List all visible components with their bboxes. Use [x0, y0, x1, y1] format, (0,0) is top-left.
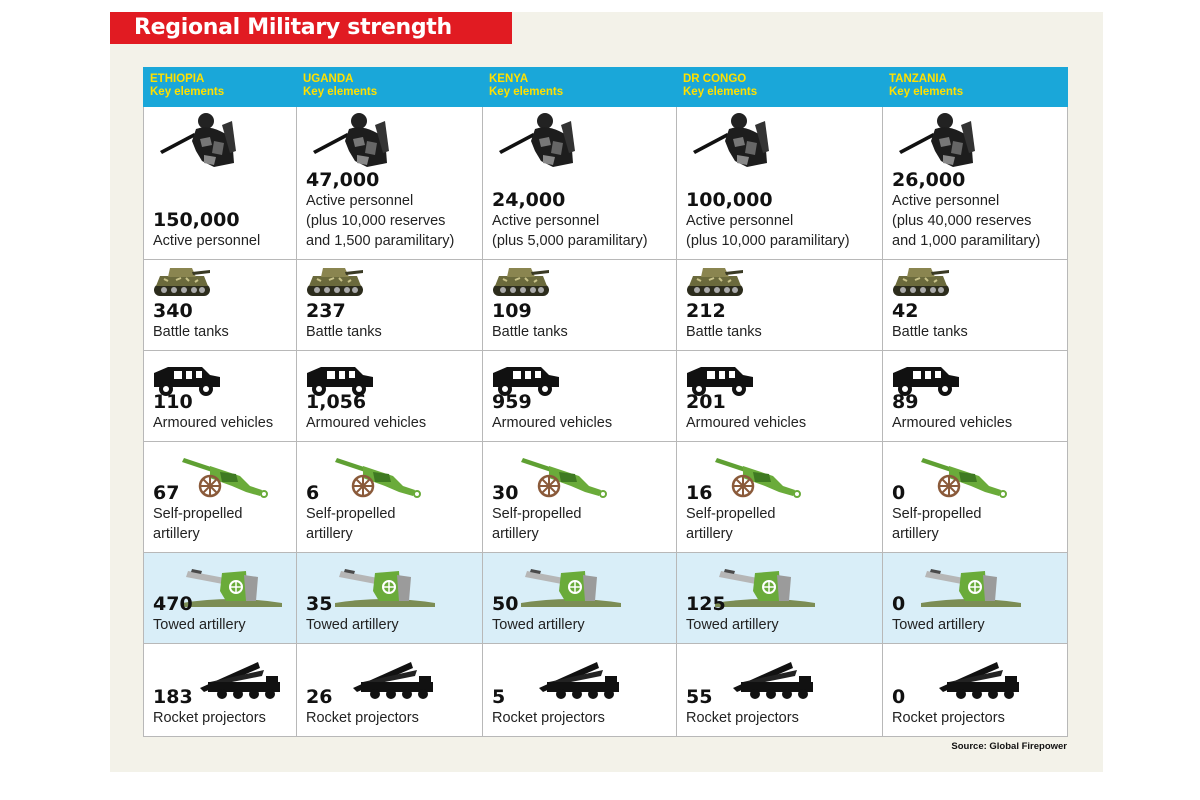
armoured-label: Armoured vehicles [892, 415, 1013, 431]
row-personnel [144, 107, 1068, 260]
sp_artillery-value: 30 [492, 482, 519, 504]
towed-label: Towed artillery [892, 617, 985, 633]
personnel-label: Active personnel (plus 40,000 reserves and 1,000 paramilitary) [892, 193, 1041, 249]
sp_artillery-value: 0 [892, 482, 906, 504]
tanks-label: Battle tanks [892, 324, 968, 340]
cell-tanks [483, 260, 677, 351]
tanks-label: Battle tanks [306, 324, 382, 340]
cell-towed [883, 553, 1068, 644]
tanks-value: 340 [153, 300, 193, 322]
row-towed [144, 553, 1068, 644]
cell-tanks [883, 260, 1068, 351]
armoured-value: 110 [153, 391, 193, 413]
towed-value: 470 [153, 593, 193, 615]
cell-personnel [677, 107, 883, 260]
cell-rocket [677, 644, 883, 737]
tank-icon [152, 264, 212, 298]
towed-label: Towed artillery [686, 617, 779, 633]
key-elements-label: Key elements [683, 86, 758, 98]
tanks-label: Battle tanks [686, 324, 762, 340]
soldier-icon [305, 111, 395, 171]
armoured-value: 201 [686, 391, 726, 413]
armoured-label: Armoured vehicles [306, 415, 427, 431]
sp_artillery-value: 6 [306, 482, 320, 504]
personnel-label: Active personnel (plus 10,000 paramilitary) [686, 213, 850, 249]
key-elements-label: Key elements [889, 86, 964, 98]
country-header [297, 68, 483, 107]
towed-value: 35 [306, 593, 333, 615]
sp_artillery-label: Self-propelled artillery [153, 506, 243, 542]
rocket-value: 26 [306, 686, 333, 708]
tank-icon [305, 264, 365, 298]
cell-personnel [483, 107, 677, 260]
country-header [483, 68, 677, 107]
armoured-label: Armoured vehicles [492, 415, 613, 431]
sp_artillery-label: Self-propelled artillery [686, 506, 776, 542]
personnel-label: Active personnel (plus 10,000 reserves and 1,500 paramilitary) [306, 193, 455, 249]
table-header-row [144, 68, 1068, 107]
armoured-value: 1,056 [306, 391, 367, 413]
towed-label: Towed artillery [492, 617, 585, 633]
key-elements-label: Key elements [150, 86, 225, 98]
row-sp_artillery [144, 442, 1068, 553]
cell-tanks [297, 260, 483, 351]
cell-sp_artillery [677, 442, 883, 553]
cell-armoured [297, 351, 483, 442]
rocket-label: Rocket projectors [492, 710, 605, 726]
cell-sp_artillery [144, 442, 297, 553]
rocket-value: 0 [892, 686, 906, 708]
cell-sp_artillery [297, 442, 483, 553]
soldier-icon [491, 111, 581, 171]
cell-rocket [297, 644, 483, 737]
tanks-value: 212 [686, 300, 726, 322]
rocket-label: Rocket projectors [686, 710, 799, 726]
sp_artillery-value: 67 [153, 482, 180, 504]
row-armoured [144, 351, 1068, 442]
country-header [677, 68, 883, 107]
country-header [144, 68, 297, 107]
infographic-title: Regional Military strength [110, 12, 512, 44]
armoured-value: 959 [492, 391, 532, 413]
source-note: Source: Global Firepower [951, 741, 1067, 752]
row-tanks [144, 260, 1068, 351]
country-name: UGANDA [303, 73, 354, 85]
cell-tanks [677, 260, 883, 351]
cell-towed [483, 553, 677, 644]
soldier-icon [152, 111, 242, 171]
tanks-label: Battle tanks [153, 324, 229, 340]
rocket-label: Rocket projectors [306, 710, 419, 726]
tank-icon [891, 264, 951, 298]
personnel-label: Active personnel [153, 233, 261, 249]
row-rocket [144, 644, 1068, 737]
personnel-label: Active personnel (plus 5,000 paramilitary) [492, 213, 648, 249]
personnel-value: 150,000 [153, 209, 240, 231]
tanks-label: Battle tanks [492, 324, 568, 340]
sp_artillery-label: Self-propelled artillery [892, 506, 982, 542]
cell-rocket [883, 644, 1068, 737]
country-name: KENYA [489, 73, 529, 85]
personnel-value: 26,000 [892, 169, 966, 191]
country-header [883, 68, 1068, 107]
cell-rocket [144, 644, 297, 737]
tank-icon [491, 264, 551, 298]
cell-towed [144, 553, 297, 644]
armoured-value: 89 [892, 391, 919, 413]
cell-tanks [144, 260, 297, 351]
cell-towed [677, 553, 883, 644]
soldier-icon [685, 111, 775, 171]
rocket-value: 55 [686, 686, 713, 708]
tank-icon [685, 264, 745, 298]
tanks-value: 237 [306, 300, 346, 322]
country-name: DR CONGO [683, 73, 747, 85]
cell-armoured [144, 351, 297, 442]
cell-sp_artillery [883, 442, 1068, 553]
rocket-value: 183 [153, 686, 193, 708]
cell-sp_artillery [483, 442, 677, 553]
sp_artillery-label: Self-propelled artillery [492, 506, 582, 542]
armoured-label: Armoured vehicles [686, 415, 807, 431]
towed-value: 50 [492, 593, 519, 615]
rocket-label: Rocket projectors [892, 710, 1005, 726]
cell-armoured [883, 351, 1068, 442]
personnel-value: 47,000 [306, 169, 380, 191]
cell-personnel [297, 107, 483, 260]
cell-rocket [483, 644, 677, 737]
key-elements-label: Key elements [489, 86, 564, 98]
cell-armoured [483, 351, 677, 442]
country-name: ETHIOPIA [150, 73, 205, 85]
towed-value: 125 [686, 593, 726, 615]
cell-towed [297, 553, 483, 644]
country-name: TANZANIA [889, 73, 947, 85]
armoured-label: Armoured vehicles [153, 415, 274, 431]
cell-personnel [144, 107, 297, 260]
towed-label: Towed artillery [306, 617, 399, 633]
key-elements-label: Key elements [303, 86, 378, 98]
rocket-label: Rocket projectors [153, 710, 266, 726]
sp_artillery-label: Self-propelled artillery [306, 506, 396, 542]
military-strength-table [143, 67, 1068, 737]
cell-personnel [883, 107, 1068, 260]
soldier-icon [891, 111, 981, 171]
rocket-value: 5 [492, 686, 506, 708]
towed-value: 0 [892, 593, 906, 615]
personnel-value: 100,000 [686, 189, 773, 211]
personnel-value: 24,000 [492, 189, 566, 211]
sp_artillery-value: 16 [686, 482, 713, 504]
cell-armoured [677, 351, 883, 442]
tanks-value: 42 [892, 300, 919, 322]
towed-label: Towed artillery [153, 617, 246, 633]
tanks-value: 109 [492, 300, 532, 322]
